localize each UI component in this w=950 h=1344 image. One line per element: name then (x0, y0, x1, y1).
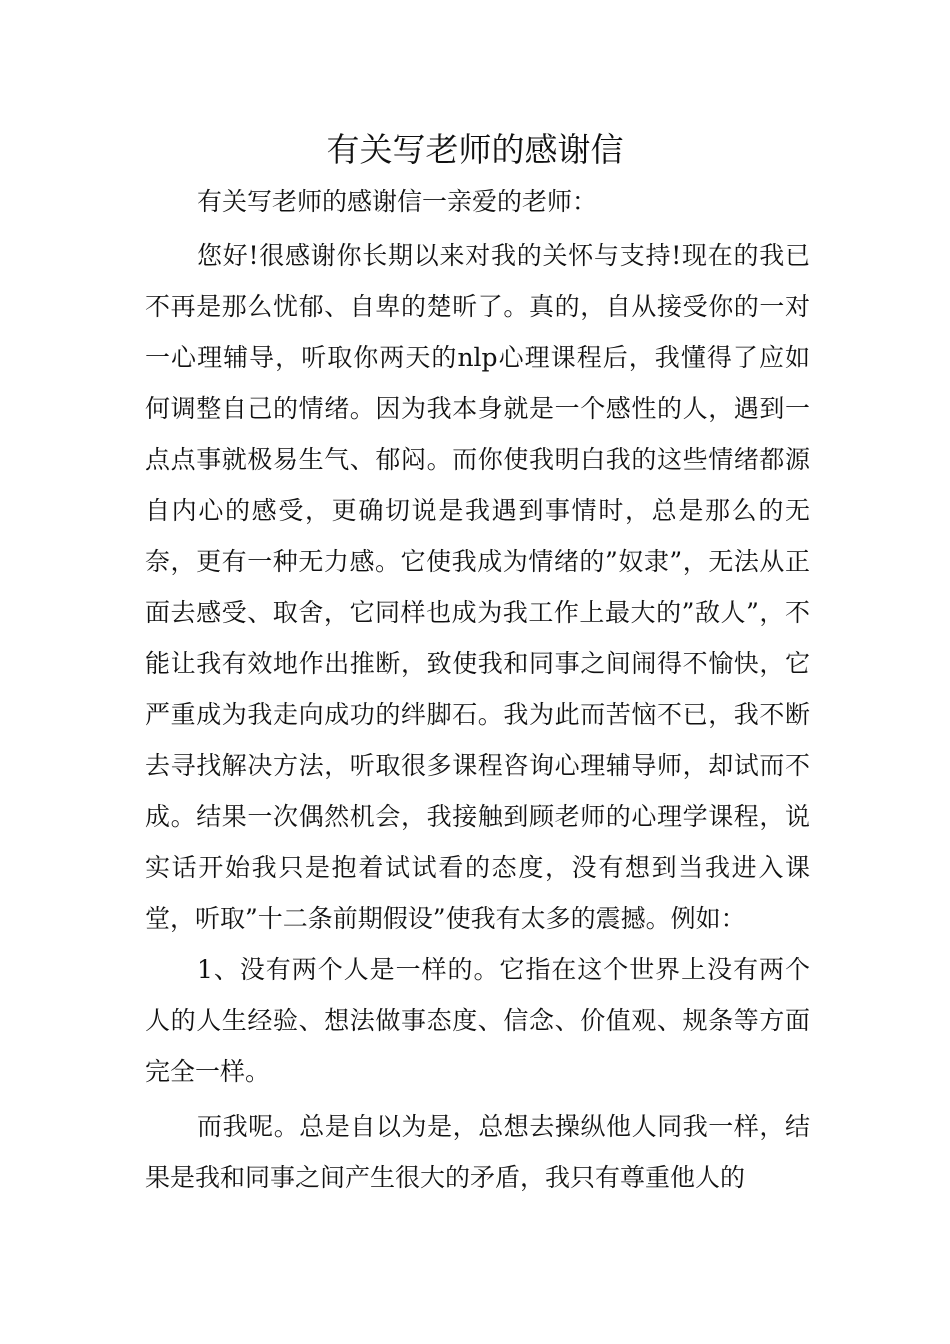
document-body (145, 176, 810, 1203)
document-title: 有关写老师的感谢信 (326, 130, 624, 169)
body-paragraph: 而我呢。总是自以为是，总想去操纵他人同我一样，结果是我和同事之间产生很大的矛盾，我只有尊重他人的 (145, 1112, 810, 1192)
body-paragraph: 1、没有两个人是一样的。它指在这个世界上没有两个人的人生经验、想法做事态度、信念、价值观、规条等方面完全一样。 (145, 955, 810, 1086)
salutation-line: 有关写老师的感谢信一亲爱的老师： (197, 187, 598, 216)
body-paragraph: 您好!很感谢你长期以来对我的关怀与支持!现在的我已不再是那么忧郁、自卑的楚昕了。真的，自从接受你的一对一心理辅导，听取你两天的nlp心理课程后，我懂得了应如何调整自己的情绪。因为我本身就是一个感性的人，遇到一点点事就极易生气、郁闷。而你使我明白我的这些情绪都源自内心的感受，更确切说是我遇到事情时，总是那么的无奈，更有一种无力感。它使我成为情绪的”奴隶”，无法从正面去感受、取舍，它同样也成为我工作上最大的”敌人”，不能让我有效地作出推断，致使我和同事之间闹得不愉快，它严重成为我走向成功的绊脚石。我为此而苦恼不已，我不断去寻找解决方法，听取很多课程咨询心理辅导师，却试而不成。结果一次偶然机会，我接触到顾老师的心理学课程，说实话开始我只是抱着试试看的态度，没有想到当我进入课堂，听取”十二条前期假设”使我有太多的震撼。例如： (145, 241, 810, 933)
